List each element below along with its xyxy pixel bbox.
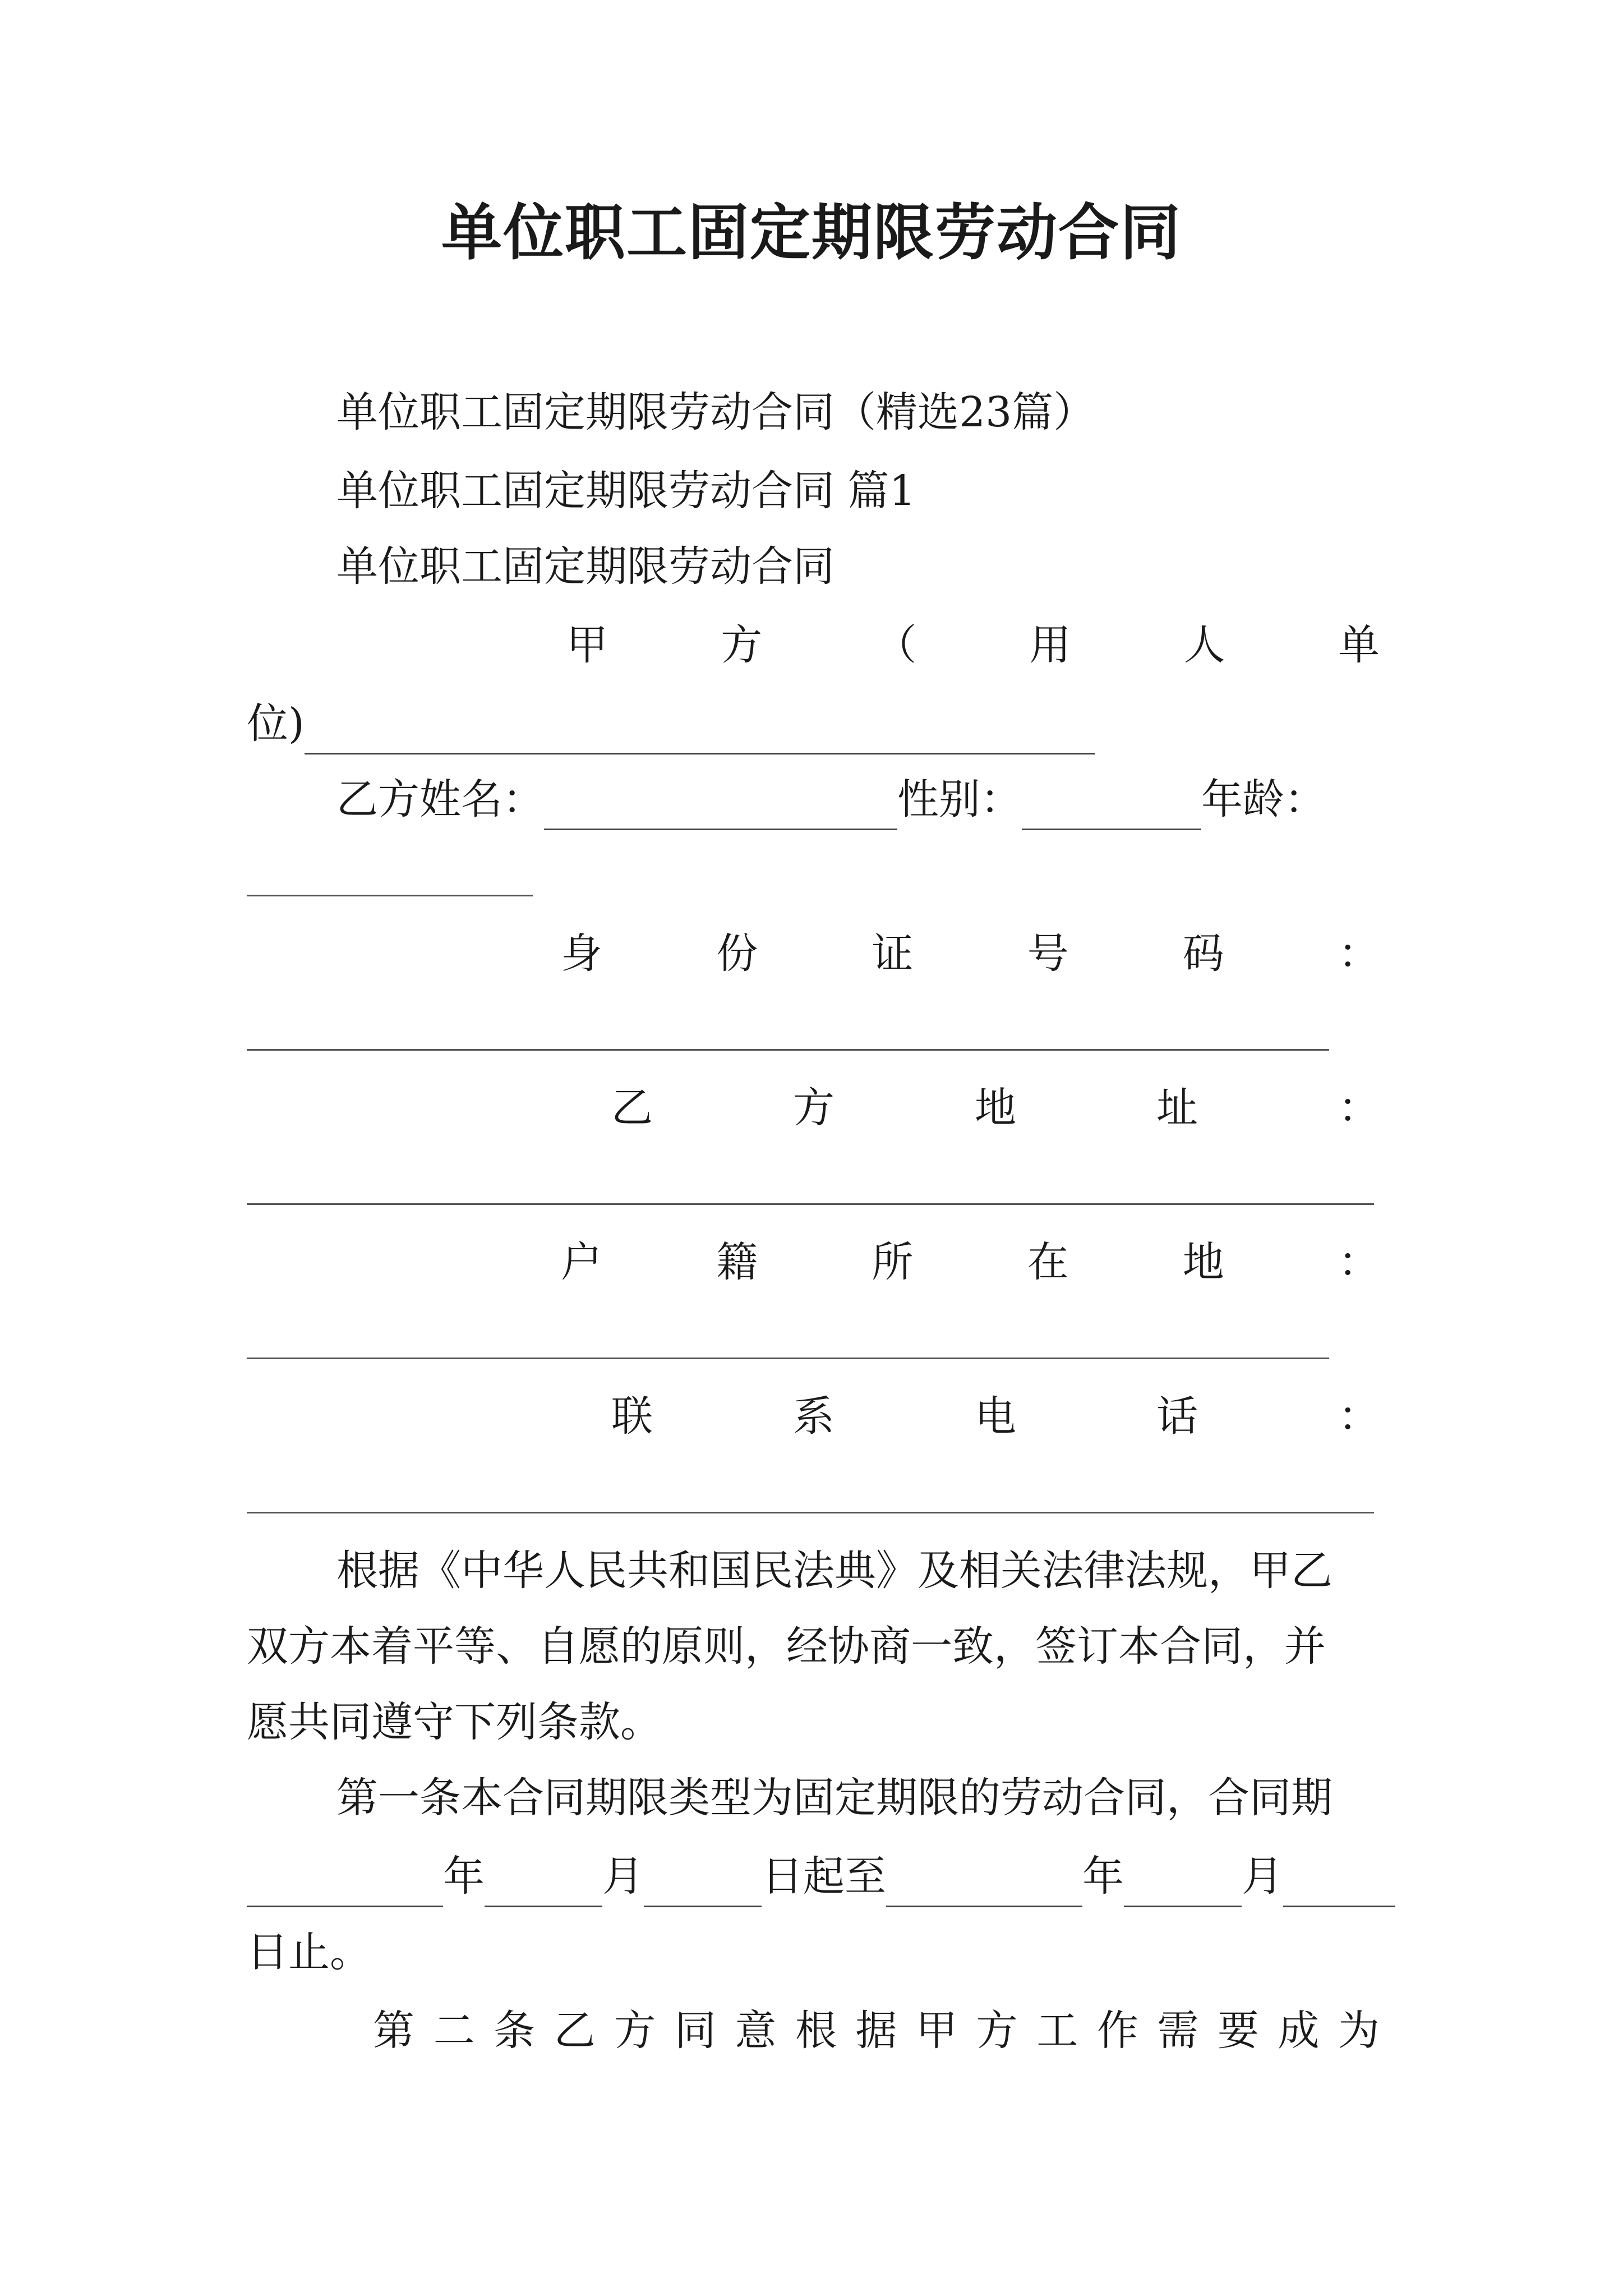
gender-blank[interactable] (1022, 778, 1201, 830)
id-number-blank[interactable] (247, 1049, 1329, 1051)
household-blank[interactable] (247, 1358, 1329, 1359)
phone-blank[interactable] (247, 1512, 1374, 1513)
age-label: 年龄： (1201, 775, 1326, 823)
id-number-label: 身 份 证 号 码 ： (561, 930, 1380, 978)
preamble-line-2: 双方本着平等、自愿的原则，经协商一致，签订本合同，并 (247, 1622, 1326, 1671)
party-a-tail: 位) (247, 693, 1095, 754)
gender-label: 性别： (897, 775, 1022, 823)
end-year-blank[interactable] (886, 1855, 1082, 1907)
article-1-line-2: 年 月 日起至 年 月 (247, 1846, 1395, 1907)
name-label: 乙方姓名： (336, 775, 544, 823)
end-day-blank[interactable] (1283, 1855, 1395, 1907)
party-a-blank[interactable] (305, 702, 1095, 754)
article-1-line-3: 日止。 (247, 1928, 371, 1976)
document-title: 单位职工固定期限劳动合同 (441, 197, 1182, 268)
age-blank[interactable] (247, 895, 533, 896)
phone-label: 联 系 电 话 ： (611, 1392, 1380, 1441)
intro-line-1: 单位职工固定期限劳动合同（精选23篇） (336, 388, 1095, 436)
start-month-blank[interactable] (485, 1855, 602, 1907)
end-month-blank[interactable] (1124, 1855, 1242, 1907)
address-label: 乙 方 地 址 ： (611, 1084, 1380, 1132)
address-blank[interactable] (247, 1203, 1374, 1205)
household-label: 户 籍 所 在 地 ： (561, 1238, 1380, 1286)
intro-line-2: 单位职工固定期限劳动合同 篇1 (336, 467, 916, 515)
preamble-line-3: 愿共同遵守下列条款。 (247, 1698, 662, 1746)
start-day-blank[interactable] (644, 1855, 762, 1907)
name-blank[interactable] (544, 778, 897, 830)
article-2-line-1: 第 二 条 乙 方 同 意 根 据 甲 方 工 作 需 要 成 为 (373, 2007, 1380, 2055)
party-a-label: 甲 方 （ 用 人 单 (566, 621, 1380, 669)
party-b-line (336, 769, 1326, 830)
start-year-blank[interactable] (247, 1855, 443, 1907)
intro-line-3: 单位职工固定期限劳动合同 (336, 542, 834, 591)
article-1-line-1: 第一条本合同期限类型为固定期限的劳动合同，合同期 (336, 1774, 1332, 1822)
preamble-line-1: 根据《中华人民共和国民法典》及相关法律法规，甲乙 (336, 1547, 1332, 1595)
